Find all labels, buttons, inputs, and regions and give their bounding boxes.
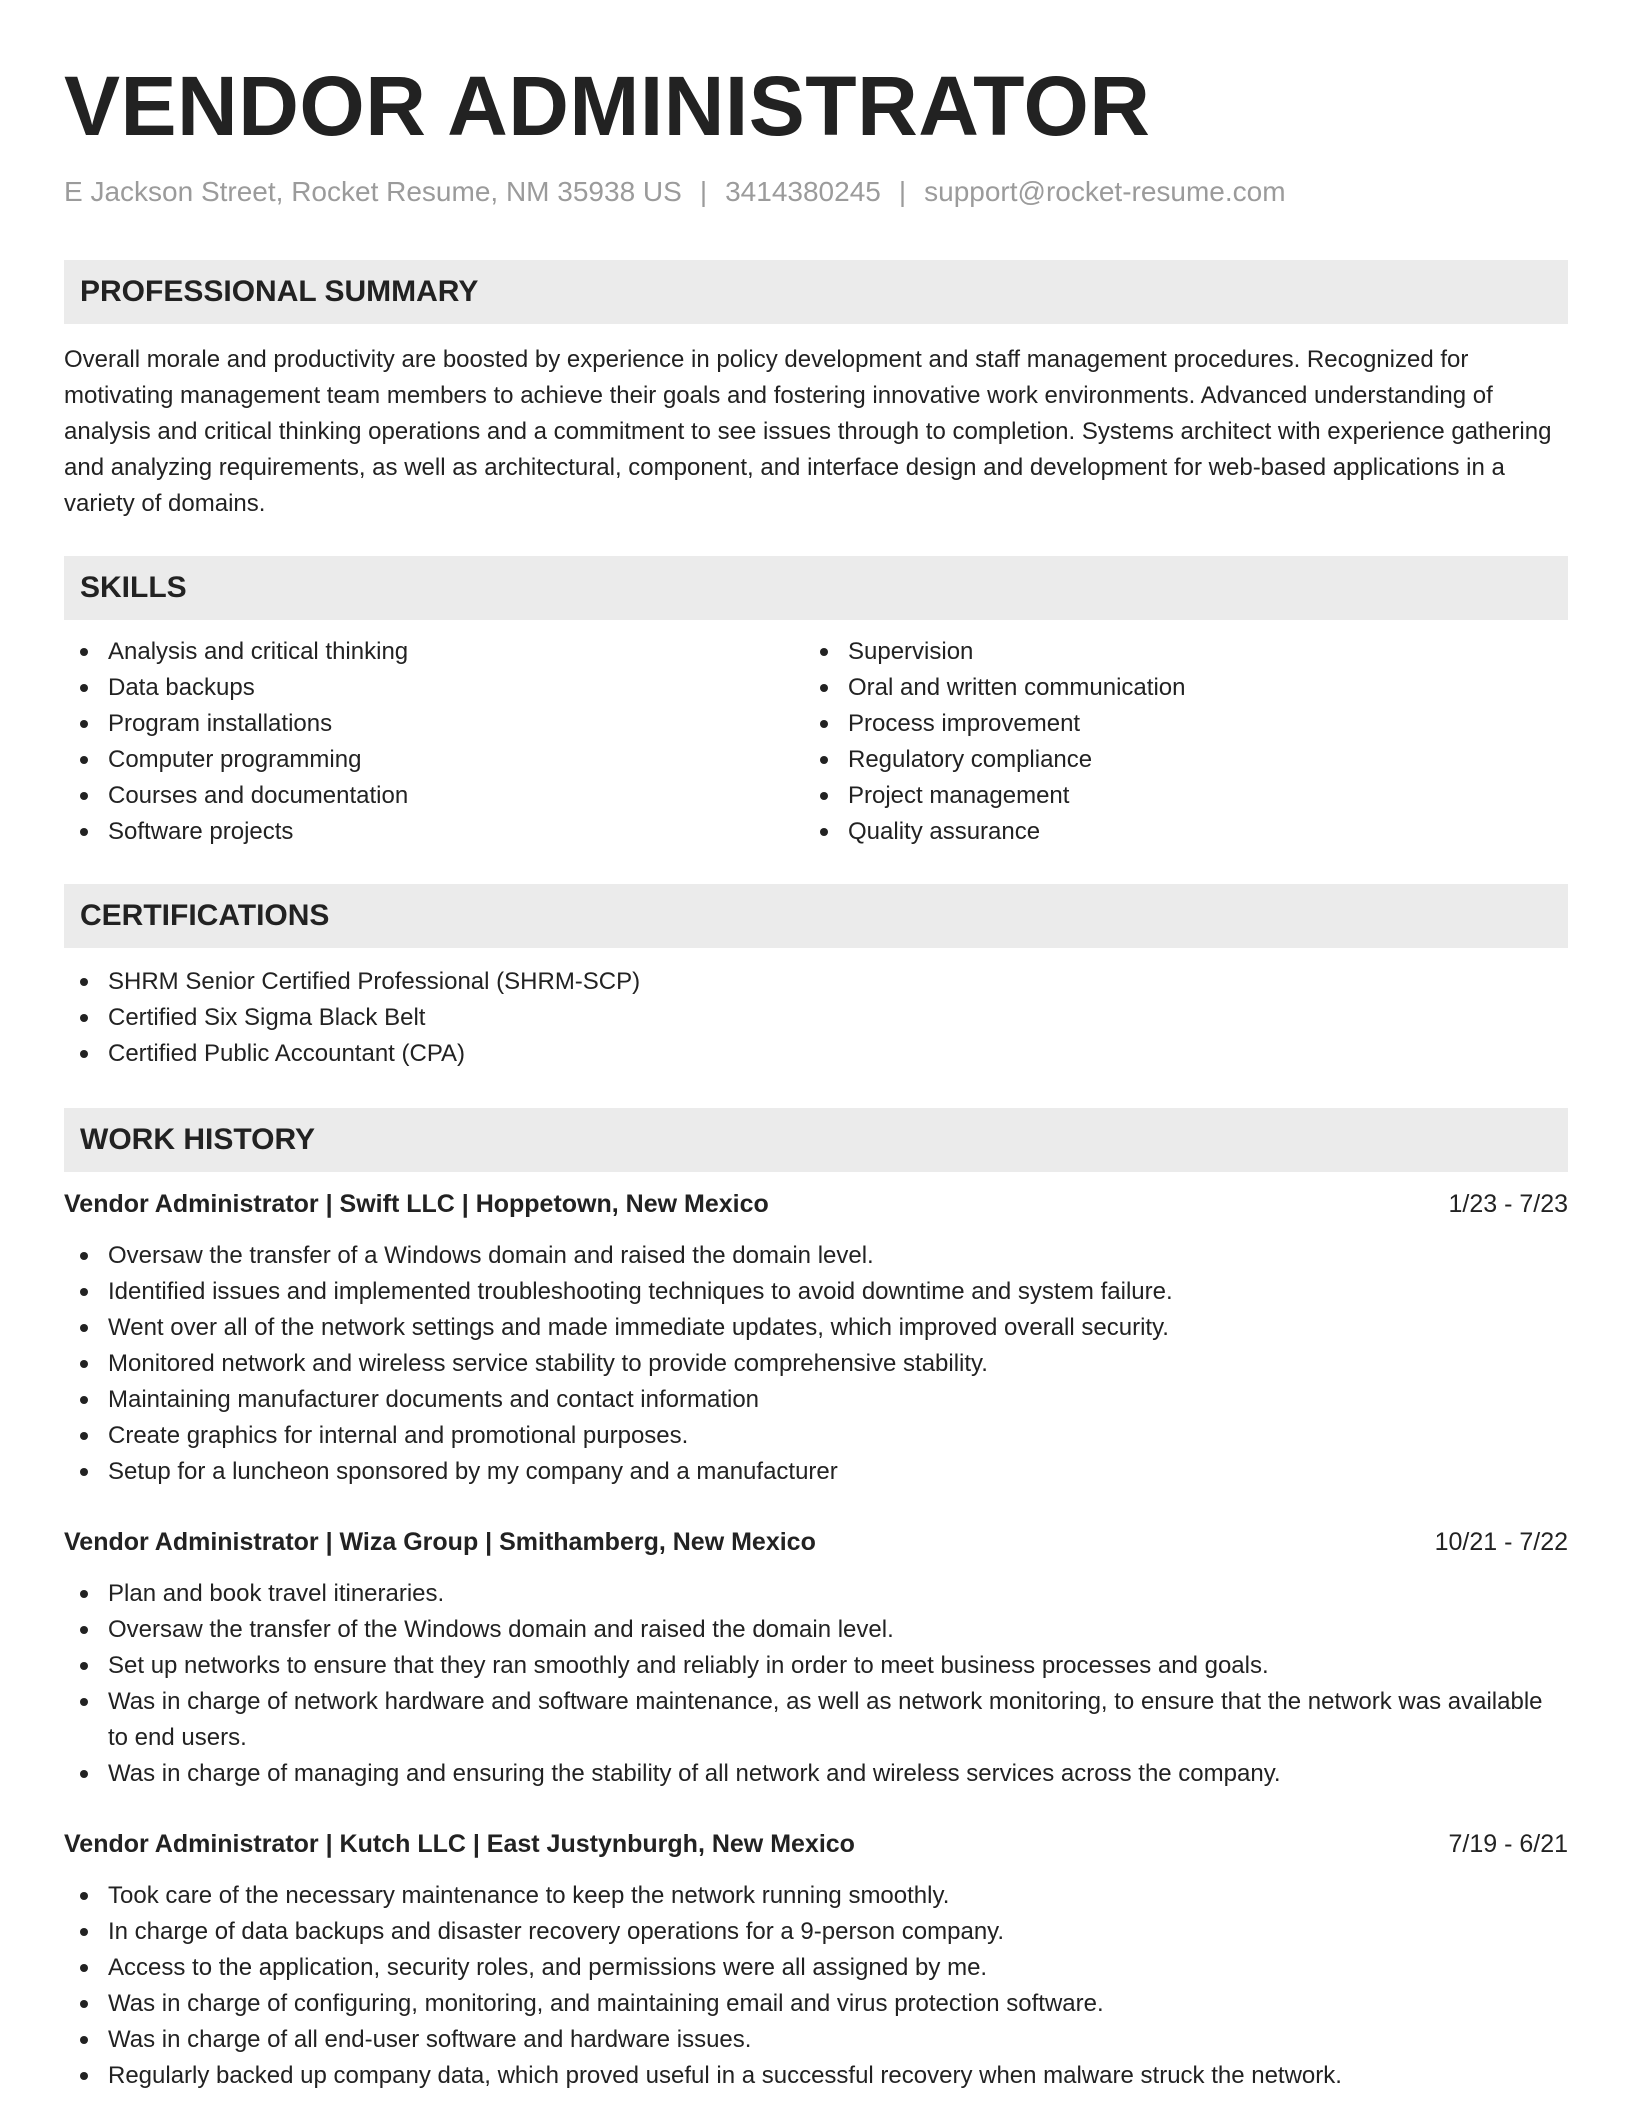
bullet-icon bbox=[80, 1360, 88, 1368]
bullet-icon bbox=[80, 792, 88, 800]
candidate-name: VENDOR ADMINISTRATOR bbox=[64, 59, 1151, 153]
list-item: Supervision bbox=[804, 634, 1544, 670]
job-dates: 7/19 - 6/21 bbox=[1448, 1830, 1568, 1858]
section-heading-work-history: WORK HISTORY bbox=[64, 1108, 1568, 1172]
list-item: Was in charge of network hardware and software maintenance, as well as network monitoring, to ensure that the network was available to end users. bbox=[64, 1684, 1568, 1756]
bullet-icon bbox=[80, 1928, 88, 1936]
skills-list-left bbox=[64, 634, 804, 850]
job-entry bbox=[64, 1524, 1568, 1792]
job-bullets bbox=[64, 1878, 1568, 2094]
bullet-icon bbox=[80, 2000, 88, 2008]
list-item: Quality assurance bbox=[804, 814, 1544, 850]
bullet-icon bbox=[80, 1770, 88, 1778]
bullet-icon bbox=[80, 1892, 88, 1900]
bullet-icon bbox=[80, 1396, 88, 1404]
bullet-icon bbox=[80, 1252, 88, 1260]
list-item: Certified Public Accountant (CPA) bbox=[64, 1036, 1568, 1072]
list-item: Create graphics for internal and promotional purposes. bbox=[64, 1418, 1568, 1454]
bullet-icon bbox=[80, 1324, 88, 1332]
bullet-icon bbox=[80, 2072, 88, 2080]
list-item: Access to the application, security roles, and permissions were all assigned by me. bbox=[64, 1950, 1568, 1986]
skills-list-right bbox=[804, 634, 1544, 850]
job-entry bbox=[64, 1186, 1568, 1490]
bullet-icon bbox=[80, 756, 88, 764]
bullet-icon bbox=[820, 684, 828, 692]
list-item: Project management bbox=[804, 778, 1544, 814]
list-item: Plan and book travel itineraries. bbox=[64, 1576, 1568, 1612]
bullet-icon bbox=[80, 1288, 88, 1296]
list-item: Oversaw the transfer of a Windows domain and raised the domain level. bbox=[64, 1238, 1568, 1274]
job-title: Vendor Administrator | Wiza Group | Smithamberg, New Mexico bbox=[64, 1528, 816, 1556]
list-item: Set up networks to ensure that they ran smoothly and reliably in order to meet business processes and goals. bbox=[64, 1648, 1568, 1684]
certifications-list bbox=[64, 964, 1568, 1072]
job-entry bbox=[64, 1826, 1568, 2094]
list-item: Monitored network and wireless service stability to provide comprehensive stability. bbox=[64, 1346, 1568, 1382]
bullet-icon bbox=[80, 828, 88, 836]
bullet-icon bbox=[80, 1468, 88, 1476]
list-item: Took care of the necessary maintenance to keep the network running smoothly. bbox=[64, 1878, 1568, 1914]
job-dates: 10/21 - 7/22 bbox=[1434, 1528, 1568, 1556]
bullet-icon bbox=[80, 720, 88, 728]
bullet-icon bbox=[80, 1698, 88, 1706]
contact-email: support@rocket-resume.com bbox=[924, 176, 1286, 207]
bullet-icon bbox=[80, 1050, 88, 1058]
summary-text: Overall morale and productivity are boosted by experience in policy development and staff management procedures. Recognized for motivating management team members to achieve their goals and fostering innovative work environments. Advanced understanding of analysis and critical thinking operations and a commitment to see issues through to completion. Systems architect with experience gathering and analyzing requirements, as well as architectural, component, and interface design and development for web-based applications in a variety of domains. bbox=[64, 346, 1552, 517]
bullet-icon bbox=[820, 756, 828, 764]
bullet-icon bbox=[820, 648, 828, 656]
list-item: SHRM Senior Certified Professional (SHRM-SCP) bbox=[64, 964, 1568, 1000]
bullet-icon bbox=[80, 1662, 88, 1670]
list-item: Process improvement bbox=[804, 706, 1544, 742]
bullet-icon bbox=[80, 1590, 88, 1598]
list-item: Regulatory compliance bbox=[804, 742, 1544, 778]
bullet-icon bbox=[80, 1432, 88, 1440]
skills-column-left bbox=[64, 634, 804, 850]
bullet-icon bbox=[820, 792, 828, 800]
list-item: Certified Six Sigma Black Belt bbox=[64, 1000, 1568, 1036]
job-bullets bbox=[64, 1576, 1568, 1792]
job-title: Vendor Administrator | Swift LLC | Hoppetown, New Mexico bbox=[64, 1190, 769, 1218]
list-item: Regularly backed up company data, which proved useful in a successful recovery when malware struck the network. bbox=[64, 2058, 1568, 2094]
list-item: Data backups bbox=[64, 670, 804, 706]
job-header bbox=[64, 1826, 1568, 1862]
list-item: Was in charge of configuring, monitoring, and maintaining email and virus protection software. bbox=[64, 1986, 1568, 2022]
contact-line bbox=[64, 174, 1568, 210]
job-title: Vendor Administrator | Kutch LLC | East Justynburgh, New Mexico bbox=[64, 1830, 855, 1858]
bullet-icon bbox=[80, 648, 88, 656]
list-item: Oral and written communication bbox=[804, 670, 1544, 706]
list-item: Computer programming bbox=[64, 742, 804, 778]
section-heading-certifications: CERTIFICATIONS bbox=[64, 884, 1568, 948]
list-item: Program installations bbox=[64, 706, 804, 742]
list-item: Was in charge of all end-user software and hardware issues. bbox=[64, 2022, 1568, 2058]
bullet-icon bbox=[820, 720, 828, 728]
job-bullets bbox=[64, 1238, 1568, 1490]
job-dates: 1/23 - 7/23 bbox=[1448, 1190, 1568, 1218]
contact-address: E Jackson Street, Rocket Resume, NM 35938 US bbox=[64, 176, 682, 207]
bullet-icon bbox=[80, 1014, 88, 1022]
bullet-icon bbox=[80, 684, 88, 692]
list-item: Analysis and critical thinking bbox=[64, 634, 804, 670]
skills-column-right bbox=[804, 634, 1544, 850]
bullet-icon bbox=[80, 1626, 88, 1634]
list-item: Was in charge of managing and ensuring the stability of all network and wireless services across the company. bbox=[64, 1756, 1568, 1792]
contact-separator: | bbox=[898, 176, 907, 207]
skills-grid bbox=[64, 634, 1568, 850]
bullet-icon bbox=[80, 978, 88, 986]
list-item: In charge of data backups and disaster recovery operations for a 9-person company. bbox=[64, 1914, 1568, 1950]
list-item: Went over all of the network settings and made immediate updates, which improved overall security. bbox=[64, 1310, 1568, 1346]
list-item: Setup for a luncheon sponsored by my company and a manufacturer bbox=[64, 1454, 1568, 1490]
list-item: Courses and documentation bbox=[64, 778, 804, 814]
job-header bbox=[64, 1186, 1568, 1222]
bullet-icon bbox=[820, 828, 828, 836]
list-item: Maintaining manufacturer documents and contact information bbox=[64, 1382, 1568, 1418]
list-item: Identified issues and implemented troubleshooting techniques to avoid downtime and system failure. bbox=[64, 1274, 1568, 1310]
list-item: Software projects bbox=[64, 814, 804, 850]
contact-phone: 3414380245 bbox=[725, 176, 881, 207]
section-heading-skills: SKILLS bbox=[64, 556, 1568, 620]
bullet-icon bbox=[80, 1964, 88, 1972]
list-item: Oversaw the transfer of the Windows domain and raised the domain level. bbox=[64, 1612, 1568, 1648]
job-header bbox=[64, 1524, 1568, 1560]
section-heading-summary: PROFESSIONAL SUMMARY bbox=[64, 260, 1568, 324]
bullet-icon bbox=[80, 2036, 88, 2044]
contact-separator: | bbox=[699, 176, 708, 207]
